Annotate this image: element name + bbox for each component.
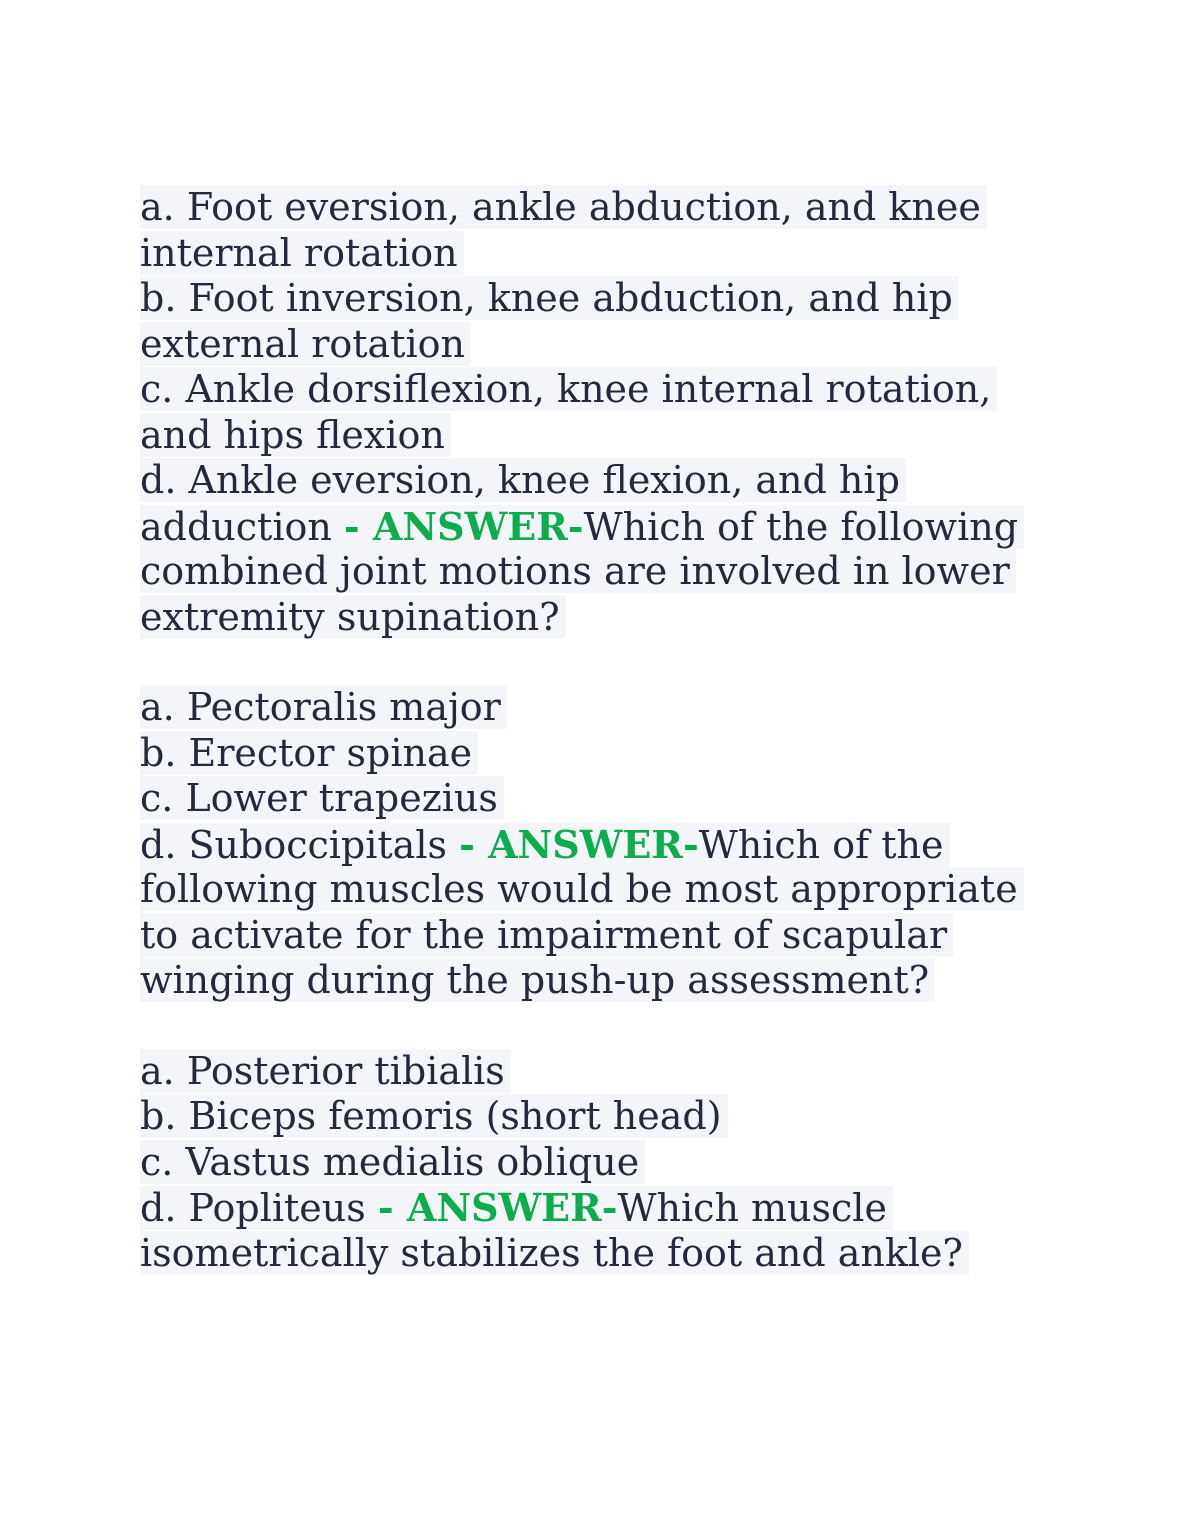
answer-label: - ANSWER- [459,821,699,867]
answer-line-text [140,823,950,867]
question-text: Which of the [698,822,944,867]
option-line [140,685,1060,731]
answer-line-text [140,1186,893,1230]
question-line [140,549,1060,595]
answer-pre-text: adduction [140,504,344,549]
option-line [140,1140,1060,1186]
question-text: combined joint motions are involved in lower [140,549,1016,593]
option-text: external rotation [140,322,471,366]
document-page [140,185,1060,1321]
question-text: Which muscle [617,1186,887,1230]
question-text: Which of the following [583,504,1019,549]
answer-line [140,504,1060,550]
option-line [140,1049,1060,1095]
option-text: a. Foot eversion, ankle abduction, and knee [140,185,987,229]
option-text: a. Pectoralis major [140,685,507,729]
question-line [140,1231,1060,1277]
option-line [140,276,1060,322]
answer-line [140,822,1060,868]
question-block-2 [140,685,1060,1004]
question-block-1 [140,185,1060,640]
option-line [140,776,1060,822]
option-text: a. Posterior tibialis [140,1049,511,1093]
answer-pre-text: d. Popliteus [140,1186,378,1230]
answer-line-text [140,505,1024,549]
option-text: b. Foot inversion, knee abduction, and hip [140,276,959,320]
option-line [140,458,1060,504]
question-line [140,913,1060,959]
option-text: and hips flexion [140,413,451,457]
option-line [140,367,1060,413]
question-line [140,595,1060,641]
question-line [140,867,1060,913]
question-text: winging during the push-up assessment? [140,958,935,1002]
option-text: c. Lower trapezius [140,776,504,820]
option-text: internal rotation [140,231,464,275]
question-text: extremity supination? [140,595,566,639]
option-text: b. Biceps femoris (short head) [140,1094,728,1138]
option-line [140,413,1060,459]
option-line [140,322,1060,368]
question-text: to activate for the impairment of scapular [140,913,953,957]
option-line [140,185,1060,231]
option-text: b. Erector spinae [140,731,478,775]
answer-pre-text: d. Suboccipitals [140,822,460,867]
answer-line [140,1185,1060,1231]
option-line [140,1094,1060,1140]
answer-label: - ANSWER- [377,1185,618,1230]
option-text: c. Ankle dorsiflexion, knee internal rotation, [140,367,997,411]
question-text: isometrically stabilizes the foot and ankle? [140,1231,969,1275]
question-block-3 [140,1049,1060,1277]
question-text: following muscles would be most appropriate [140,867,1024,911]
answer-label: - ANSWER- [343,503,584,549]
option-text: d. Ankle eversion, knee flexion, and hip [140,458,906,502]
option-line [140,731,1060,777]
question-line [140,958,1060,1004]
option-line [140,231,1060,277]
option-text: c. Vastus medialis oblique [140,1140,645,1184]
